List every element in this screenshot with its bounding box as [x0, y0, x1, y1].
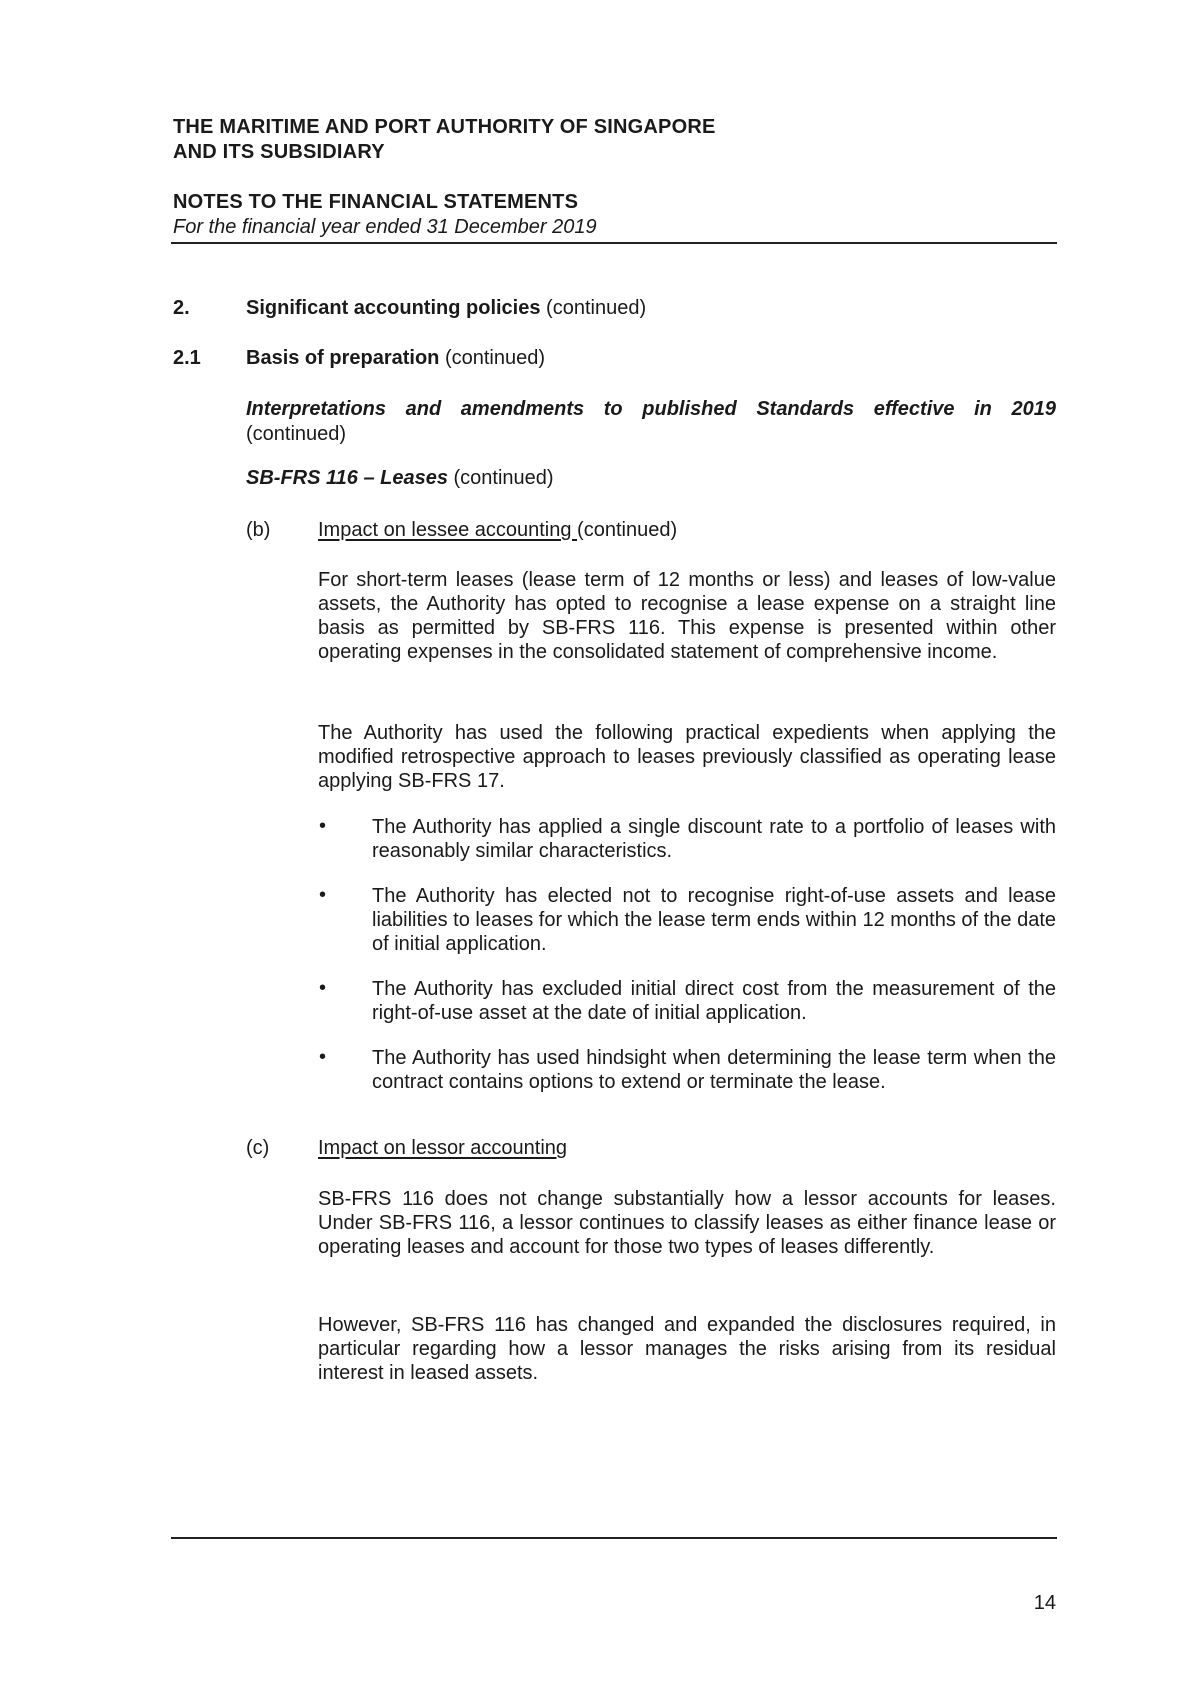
footer-rule: [171, 1537, 1057, 1539]
lessor-paragraph-classification: SB-FRS 116 does not change substantially how a lessor accounts for leases. Under SB-FRS 116, a lessor continues to classify leases as either finance lease or operating leases and account for those two types of leases differently.: [318, 1188, 1056, 1258]
header-rule: [171, 242, 1057, 244]
bullet-symbol: •: [319, 977, 327, 999]
section-continued: (continued): [540, 297, 647, 319]
expedient-bullet-item: The Authority has used hindsight when determining the lease term when the contract contains options to extend or terminate the lease.: [372, 1047, 1056, 1093]
organisation-name-line-1: THE MARITIME AND PORT AUTHORITY OF SINGAPORE: [173, 116, 716, 138]
bullet-symbol: •: [319, 884, 327, 906]
item-b-heading-continued: (continued): [577, 519, 678, 541]
subsection-number: 2.1: [173, 347, 201, 369]
section-number: 2.: [173, 297, 190, 319]
expedient-bullet-item: The Authority has elected not to recognise right-of-use assets and lease liabilities to leases for which the lease term ends within 12 months of the date of initial application.: [372, 885, 1056, 955]
item-b-heading-text: Impact on lessee accounting: [318, 519, 578, 541]
standard-title: SB-FRS 116 – Leases: [246, 467, 448, 489]
organisation-name-line-2: AND ITS SUBSIDIARY: [173, 141, 385, 163]
item-b-heading: [318, 518, 677, 542]
lessor-paragraph-disclosures: However, SB-FRS 116 has changed and expanded the disclosures required, in particular regarding how a lessor manages the risks arising from its residual interest in leased assets.: [318, 1314, 1056, 1384]
lessee-paragraph-short-term: For short-term leases (lease term of 12 months or less) and leases of low-value assets, the Authority has opted to recognise a lease expense on a straight line basis as permitted by SB-FRS 116. This expense is presented within other operating expenses in the consolidated statement of comprehensive income.: [318, 569, 1056, 663]
item-b-label: (b): [246, 519, 271, 541]
lessee-paragraph-practical-expedients: The Authority has used the following practical expedients when applying the modified retrospective approach to leases previously classified as operating lease applying SB-FRS 17.: [318, 722, 1056, 792]
interpretations-title: Interpretations and amendments to published Standards effective in 2019: [246, 398, 1056, 420]
expedient-bullet-item: The Authority has excluded initial direct cost from the measurement of the right-of-use asset at the date of initial application.: [372, 978, 1056, 1024]
bullet-symbol: •: [319, 815, 327, 837]
section-heading: [246, 296, 646, 320]
subsection-continued: (continued): [439, 347, 546, 369]
subsection-title: Basis of preparation: [246, 347, 440, 369]
bullet-symbol: •: [319, 1046, 327, 1068]
standard-heading: [246, 466, 554, 490]
page-number: 14: [1033, 1592, 1056, 1614]
expedient-bullet-item: The Authority has applied a single discount rate to a portfolio of leases with reasonably similar characteristics.: [372, 816, 1056, 862]
item-c-heading: Impact on lessor accounting: [318, 1137, 568, 1159]
subsection-heading: [246, 346, 545, 370]
interpretations-continued: (continued): [246, 423, 347, 445]
section-title: Significant accounting policies: [246, 297, 541, 319]
reporting-period: For the financial year ended 31 December 2019: [173, 216, 597, 238]
standard-continued: (continued): [447, 467, 554, 489]
notes-title: NOTES TO THE FINANCIAL STATEMENTS: [173, 191, 579, 213]
item-c-label: (c): [246, 1137, 270, 1159]
